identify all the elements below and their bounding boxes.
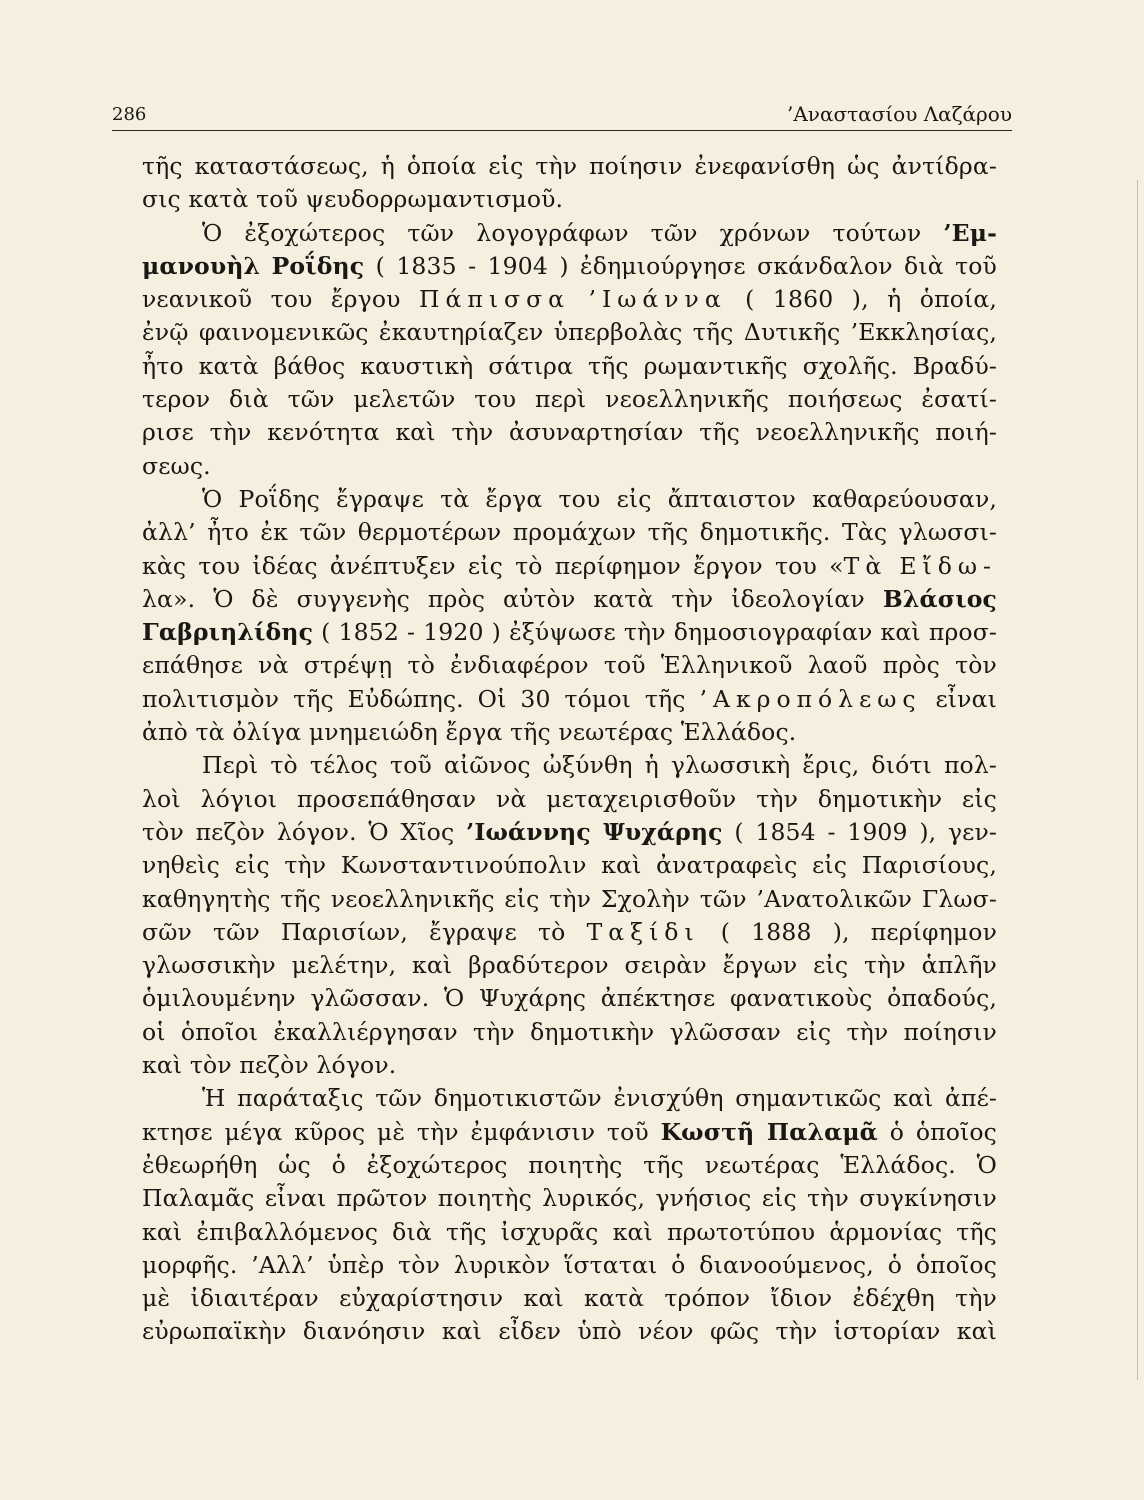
text-line: ἐθεωρήθη ὡς ὁ ἐξοχώτερος ποιητὴς τῆς νεωτέρας Ἑλλάδος. Ὁ bbox=[142, 1150, 997, 1179]
text-line: Ὁ Ροΐδης ἔγραψε τὰ ἔργα του εἰς ἄπταιστον καθαρεύουσαν, bbox=[202, 484, 997, 513]
text-line: σις κατὰ τοῦ ψευδορρωμαντισμοῦ. bbox=[142, 185, 564, 214]
author-name: Βλάσιος bbox=[882, 584, 998, 613]
author-name: Κωστῆ Παλαμᾶ bbox=[660, 1117, 878, 1146]
work-title: ’Ακροπόλεως bbox=[699, 684, 922, 713]
text-line: μανουὴλ Ροΐδης ( 1835 - 1904 ) ἐδημιούργησε σκάνδαλον διὰ τοῦ bbox=[142, 251, 997, 280]
text-line: ὁμιλουμένην γλῶσσαν. Ὁ Ψυχάρης ἀπέκτησε φανατικοὺς ὀπαδούς, bbox=[142, 984, 997, 1013]
page-edge bbox=[1137, 180, 1144, 1380]
work-title: Τὰ bbox=[843, 551, 888, 580]
work-title: Ταξίδι bbox=[586, 917, 700, 946]
text-line: ἀπὸ τὰ ὀλίγα μνημειώδη ἔργα τῆς νεωτέρας Ἑλλάδος. bbox=[142, 718, 797, 747]
author-name: ’Εμ- bbox=[943, 218, 997, 247]
text-line: τῆς καταστάσεως, ἡ ὁποία εἰς τὴν ποίησιν ἐνεφανίσθη ὡς ἀντίδρα- bbox=[142, 152, 997, 180]
text-line: λοὶ λόγιοι προσεπάθησαν νὰ μεταχειρισθοῦν τὴν δημοτικὴν εἰς bbox=[142, 784, 997, 813]
text-line: καὶ τὸν πεζὸν λόγον. bbox=[142, 1051, 397, 1080]
text-line: επάθησε νὰ στρέψῃ τὸ ἐνδιαφέρον τοῦ Ἑλληνικοῦ λαοῦ πρὸς τὸν bbox=[142, 651, 997, 680]
text-line: οἱ ὁποῖοι ἐκαλλιέργησαν τὴν δημοτικὴν γλῶσσαν εἰς τὴν ποίησιν bbox=[142, 1017, 997, 1046]
work-title: Εἴδω- bbox=[899, 551, 997, 580]
page-number: 286 bbox=[112, 104, 147, 125]
author-name: Ροΐδης bbox=[271, 251, 365, 280]
text-line: ρισε τὴν κενότητα καὶ τὴν ἀσυναρτησίαν τῆς νεοελληνικῆς ποιή- bbox=[142, 418, 997, 447]
text-line: νεανικοῦ του ἔργου Πάπισσα ’Ιωάννα ( 1860 ), ἡ ὁποία, bbox=[142, 285, 998, 314]
header-rule bbox=[112, 130, 1012, 131]
text-line: μὲ ἰδιαιτέραν εὐχαρίστησιν καὶ κατὰ τρόπον ἴδιον ἐδέχθη τὴν bbox=[142, 1284, 997, 1313]
text-line: κὰς του ἰδέας ἀνέπτυξεν εἰς τὸ περίφημον ἔργον του «Τὰ Εἴδω- bbox=[142, 551, 997, 580]
text-line: Γαβριηλίδης ( 1852 - 1920 ) ἐξύψωσε τὴν δημοσιογραφίαν καὶ προσ- bbox=[142, 618, 997, 647]
author-name: μανουὴλ bbox=[142, 251, 261, 280]
work-title: ’Ιωάννα bbox=[588, 285, 727, 314]
text-line: Περὶ τὸ τέλος τοῦ αἰῶνος ὠξύνθη ἡ γλωσσικὴ ἔρις, διότι πολ- bbox=[202, 751, 997, 780]
author-name: Γαβριηλίδης bbox=[142, 618, 314, 647]
work-title: Πάπισσα bbox=[419, 285, 571, 314]
page-header bbox=[112, 100, 1012, 130]
text-line: ἦτο κατὰ βάθος καυστικὴ σάτιρα τῆς ρωμαντικῆς σχολῆς. Βραδύ- bbox=[142, 351, 997, 380]
text-line: τὸν πεζὸν λόγον. Ὁ Χῖος ’Ιωάννης Ψυχάρης ( 1854 - 1909 ), γεν- bbox=[142, 817, 998, 846]
text-line: γλωσσικὴν μελέτην, καὶ βραδύτερον σειρὰν ἔργων εἰς τὴν ἁπλῆν bbox=[142, 951, 997, 980]
text-line: νηθεὶς εἰς τὴν Κωνσταντινούπολιν καὶ ἀνατραφεὶς εἰς Παρισίους, bbox=[142, 851, 997, 880]
text-line: Ὁ ἐξοχώτερος τῶν λογογράφων τῶν χρόνων τούτων ’Εμ- bbox=[202, 218, 997, 247]
text-line: εὐρωπαϊκὴν διανόησιν καὶ εἶδεν ὑπὸ νέον φῶς τὴν ἱστορίαν καὶ bbox=[142, 1317, 997, 1346]
text-line: Ἡ παράταξις τῶν δημοτικιστῶν ἐνισχύθη σημαντικῶς καὶ ἀπέ- bbox=[202, 1084, 997, 1113]
text-line: καθηγητὴς τῆς νεοελληνικῆς εἰς τὴν Σχολὴν τῶν ’Ανατολικῶν Γλωσ- bbox=[142, 884, 997, 913]
text-line: μορφῆς. ’Αλλ’ ὑπὲρ τὸν λυρικὸν ἵσταται ὁ διανοούμενος, ὁ ὁποῖος bbox=[142, 1250, 997, 1279]
text-line: Παλαμᾶς εἶναι πρῶτον ποιητὴς λυρικός, γνήσιος εἰς τὴν συγκίνησιν bbox=[142, 1184, 997, 1213]
text-line: ἀλλ’ ἦτο ἐκ τῶν θερμοτέρων προμάχων τῆς δημοτικῆς. Τὰς γλωσσι- bbox=[142, 518, 997, 547]
running-head: ’Αναστασίου Λαζάρου bbox=[787, 102, 1012, 126]
author-name: ’Ιωάννης Ψυχάρης bbox=[466, 817, 723, 846]
text-line: σεως. bbox=[142, 451, 211, 480]
text-line: λα». Ὁ δὲ συγγενὴς πρὸς αὐτὸν κατὰ τὴν ἰδεολογίαν Βλάσιος bbox=[142, 584, 998, 613]
text-line: τερον διὰ τῶν μελετῶν του περὶ νεοελληνικῆς ποιήσεως ἐσατί- bbox=[142, 385, 997, 414]
text-line: κτησε μέγα κῦρος μὲ τὴν ἐμφάνισιν τοῦ Κωστῆ Παλαμᾶ ὁ ὁποῖος bbox=[142, 1117, 997, 1146]
text-line: καὶ ἐπιβαλλόμενος διὰ τῆς ἰσχυρᾶς καὶ πρωτοτύπου ἁρμονίας τῆς bbox=[142, 1217, 997, 1246]
text-line: πολιτισμὸν τῆς Εὐδώπης. Οἱ 30 τόμοι τῆς ’Ακροπόλεως εἶναι bbox=[142, 684, 997, 713]
text-line: ἐνῷ φαινομενικῶς ἐκαυτηρίαζεν ὑπερβολὰς τῆς Δυτικῆς ’Εκκλησίας, bbox=[142, 318, 997, 347]
text-line: σῶν τῶν Παρισίων, ἔγραψε τὸ Ταξίδι ( 1888 ), περίφημον bbox=[142, 917, 998, 946]
page-body bbox=[142, 150, 997, 1349]
